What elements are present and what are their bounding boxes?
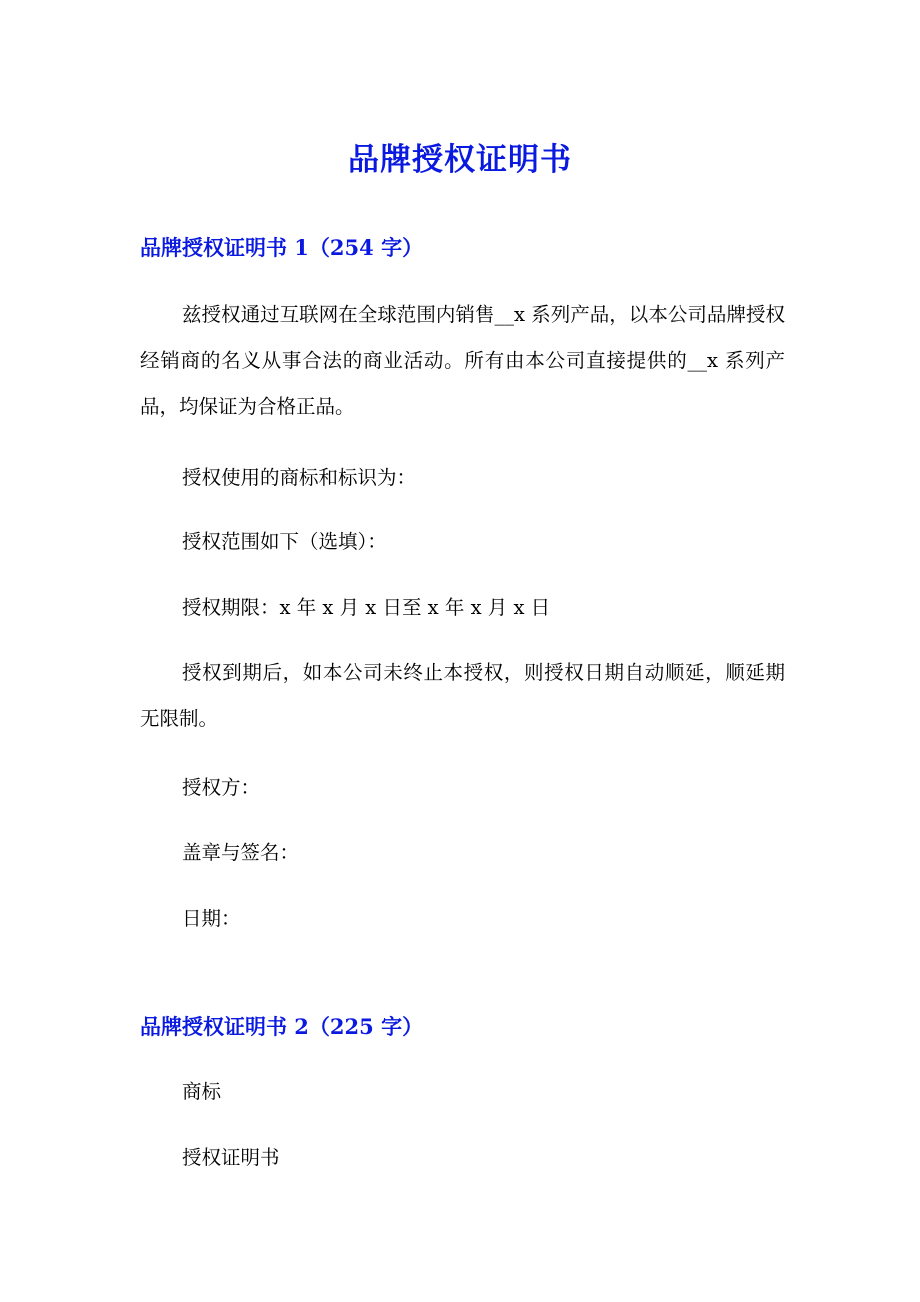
paragraph-seal-signature: 盖章与签名： bbox=[182, 841, 300, 864]
paragraph-grantor: 授权方： bbox=[182, 776, 261, 799]
paragraph-term: 授权期限：x 年 x 月 x 日至 x 年 x 月 x 日 bbox=[182, 596, 551, 619]
document-title: 品牌授权证明书 bbox=[348, 142, 572, 178]
paragraph-trademark: 授权使用的商标和标识为： bbox=[182, 466, 417, 489]
paragraph-date: 日期： bbox=[182, 907, 241, 930]
paragraph-certificate-2: 授权证明书 bbox=[182, 1146, 280, 1169]
paragraph-authorization-statement: 兹授权通过互联网在全球范围内销售__x 系列产品，以本公司品牌授权经销商的名义从事合法的商业活动。所有由本公司直接提供的__x 系列产品，均保证为合格正品。 bbox=[140, 303, 785, 418]
paragraph-scope: 授权范围如下（选填）： bbox=[182, 530, 387, 553]
paragraph-renewal: 授权到期后，如本公司未终止本授权，则授权日期自动顺延，顺延期无限制。 bbox=[140, 661, 785, 730]
section-heading-1: 品牌授权证明书 1（254 字） bbox=[140, 235, 424, 260]
section-heading-2: 品牌授权证明书 2（225 字） bbox=[140, 1014, 424, 1039]
paragraph-trademark-2: 商标 bbox=[182, 1080, 222, 1103]
